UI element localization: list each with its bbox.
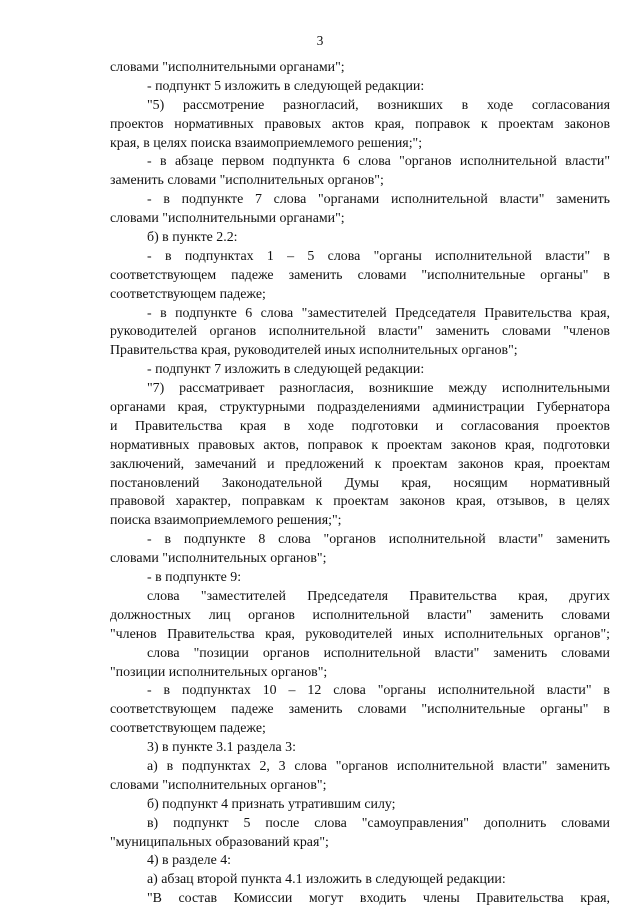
text-line: руководителей органов исполнительной власти" заменить словами "членов [110, 324, 610, 340]
text-line: слова "заместителей Председателя Правительства края, других [147, 588, 610, 604]
text-line: должностных лиц органов исполнительной власти" заменить словами [110, 607, 610, 623]
text-line: "5) рассмотрение разногласий, возникших в ходе согласования [147, 97, 610, 113]
text-line: а) в подпунктах 2, 3 слова "органов исполнительной власти" заменить [147, 758, 610, 774]
text-line: заключений, замечаний и предложений к проектам законов края, проектам [110, 456, 610, 472]
text-line: - в подпунктах 10 – 12 слова "органы исполнительной власти" в [147, 683, 610, 699]
text-line: - в подпункте 6 слова "заместителей Председателя Правительства края, [147, 305, 610, 321]
text-line: соответствующем падеже; [110, 286, 266, 302]
text-line: постановлений Законодательной Думы края, носящим нормативный [110, 475, 610, 491]
text-line: "7) рассматривает разногласия, возникшие между исполнительными [147, 381, 610, 397]
text-line: б) подпункт 4 признать утратившим силу; [147, 796, 396, 812]
text-line: словами "исполнительных органов"; [110, 777, 327, 793]
text-line: словами "исполнительными органами"; [110, 211, 345, 227]
text-line: поиска взаимоприемлемого решения;"; [110, 513, 342, 529]
document-body [110, 59, 610, 909]
text-line: - в подпункте 9: [147, 570, 242, 586]
text-line: словами "исполнительными органами"; [110, 60, 345, 75]
text-line: "членов Правительства края, руководителей иных исполнительных органов"; [110, 626, 610, 642]
text-line: - в подпункте 8 слова "органов исполнительной власти" заменить [147, 532, 610, 548]
text-line: Правительства края, руководителей иных исполнительных органов"; [110, 343, 518, 359]
text-line: соответствующем падеже заменить словами "исполнительные органы" в [110, 702, 610, 718]
text-line: "В состав Комиссии могут входить члены Правительства края, [147, 891, 610, 907]
text-line: края, в целях поиска взаимоприемлемого решения;"; [110, 135, 423, 151]
text-line: - подпункт 7 изложить в следующей редакции: [147, 362, 425, 378]
text-line: органами края, структурными подразделениями администрации Губернатора [110, 400, 610, 416]
text-line: б) в пункте 2.2: [147, 230, 238, 246]
text-line: "позиции исполнительных органов"; [110, 664, 328, 680]
text-line: соответствующем падеже; [110, 721, 266, 737]
text-line: в) подпункт 5 после слова "самоуправления" дополнить словами [147, 815, 610, 831]
text-line: 4) в разделе 4: [147, 853, 232, 869]
text-line: заменить словами "исполнительных органов"; [110, 173, 384, 189]
text-line: 3) в пункте 3.1 раздела 3: [147, 740, 296, 756]
text-line: - подпункт 5 изложить в следующей редакции: [147, 78, 425, 94]
text-line: словами "исполнительных органов"; [110, 551, 327, 567]
text-line: - в подпунктах 1 – 5 слова "органы исполнительной власти" в [147, 248, 610, 264]
page-number: 3 [316, 33, 324, 48]
text-line: "муниципальных образований края"; [110, 834, 329, 850]
text-line: соответствующем падеже заменить словами "исполнительные органы" в [110, 267, 610, 283]
text-line: правовой характер, поправкам к проектам законов края, отзывов, в целях [110, 494, 610, 510]
text-line: слова "позиции органов исполнительной власти" заменить словами [147, 645, 610, 661]
text-line: и Правительства края в ходе подготовки и согласования проектов [110, 418, 610, 434]
text-line: - в абзаце первом подпункта 6 слова "органов исполнительной власти" [147, 154, 610, 170]
text-line: проектов нормативных правовых актов края, поправок к проектам законов [110, 116, 610, 132]
text-line: а) абзац второй пункта 4.1 изложить в следующей редакции: [147, 872, 506, 888]
text-line: нормативных правовых актов, поправок к проектам законов края, подготовки [110, 437, 610, 453]
text-line: - в подпункте 7 слова "органами исполнительной власти" заменить [147, 192, 610, 208]
